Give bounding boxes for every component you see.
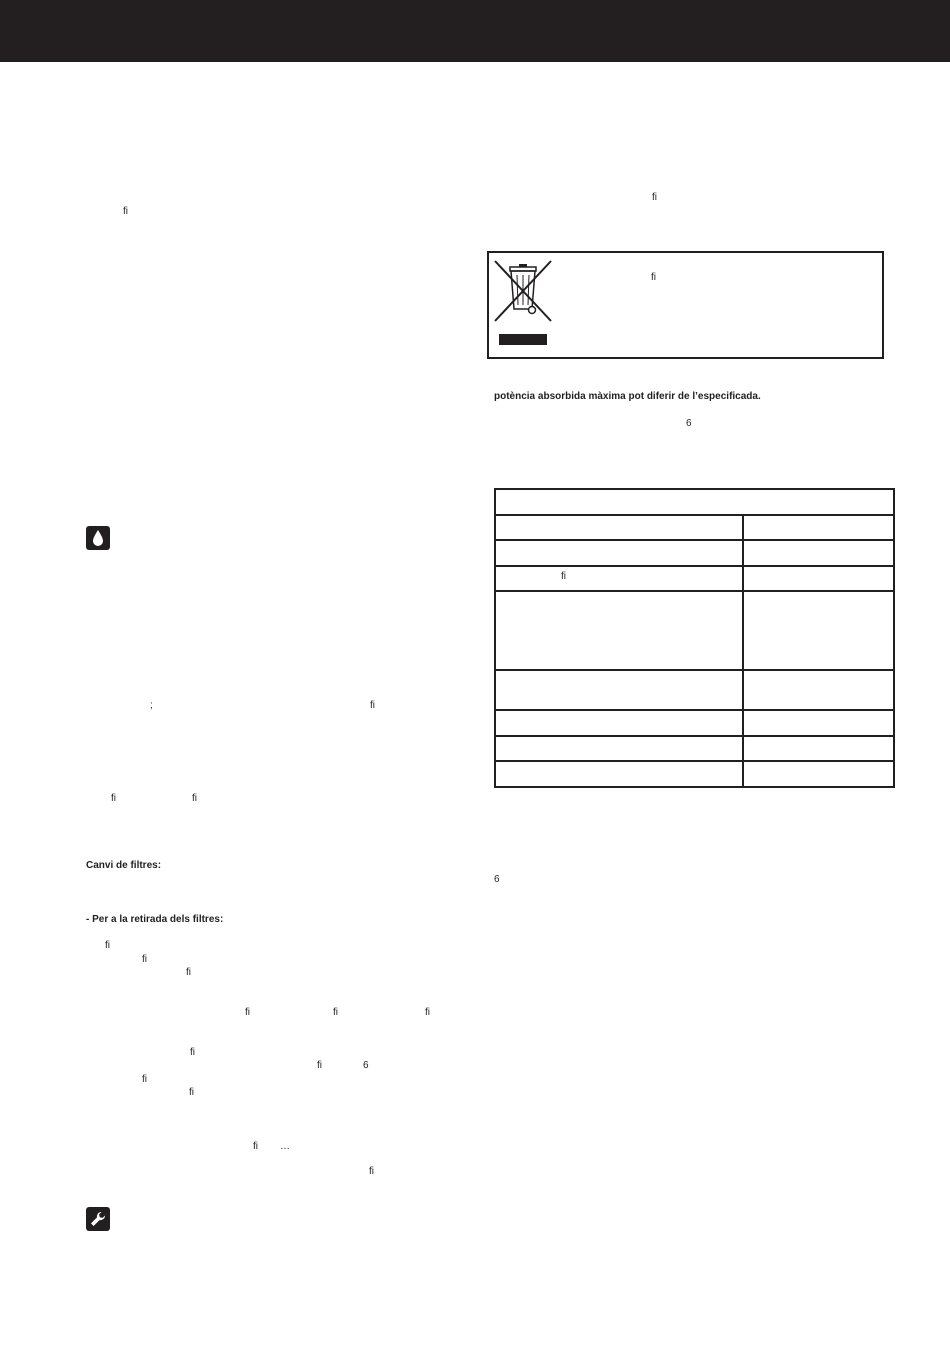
text-fragment: fi: [192, 793, 197, 804]
weee-notice-box: [487, 251, 884, 359]
text-fragment: fi: [253, 1141, 258, 1152]
table-row: [495, 710, 894, 736]
text-fragment: fi: [111, 793, 116, 804]
text-fragment: fi: [369, 1166, 374, 1177]
text-fragment: fi: [370, 700, 375, 711]
text-fragment: 6: [363, 1060, 369, 1071]
text-fragment: fi: [142, 1074, 147, 1085]
text-fragment: fi: [190, 1047, 195, 1058]
text-fragment: ;: [150, 700, 153, 711]
text-fragment: fi: [317, 1060, 322, 1071]
text-fragment: fi: [105, 940, 110, 951]
table-row: [495, 736, 894, 761]
text-fragment: fi: [652, 192, 657, 203]
table-row: [495, 489, 894, 515]
text-fragment: fi: [189, 1087, 194, 1098]
table-row: [495, 670, 894, 710]
table-row: [495, 591, 894, 670]
wrench-icon: [86, 1207, 110, 1231]
water-drop-icon: [86, 526, 110, 550]
heading-filter-removal: - Per a la retirada dels filtres:: [86, 914, 224, 925]
table-row: [495, 761, 894, 787]
table-cell-text: fi: [561, 571, 566, 582]
text-fragment: 6: [686, 418, 692, 429]
text-fragment: fi: [245, 1007, 250, 1018]
text-fragment: fi: [333, 1007, 338, 1018]
heading-filter-change: Canvi de filtres:: [86, 860, 162, 871]
text-fragment: fi: [186, 967, 191, 978]
text-fragment: fi: [142, 954, 147, 965]
text-fragment: fi: [425, 1007, 430, 1018]
specifications-table: [494, 488, 895, 788]
crossed-out-bin-icon: [493, 259, 553, 349]
power-note: potència absorbida màxima pot diferir de l’especificada.: [494, 391, 761, 402]
table-row: [495, 540, 894, 566]
text-fragment: fi: [123, 206, 128, 217]
header-bar: [0, 0, 950, 62]
table-row: [495, 515, 894, 540]
text-fragment: …: [280, 1141, 290, 1152]
text-fragment: 6: [494, 874, 500, 885]
table-row: [495, 566, 894, 591]
text-fragment: fi: [651, 272, 656, 283]
